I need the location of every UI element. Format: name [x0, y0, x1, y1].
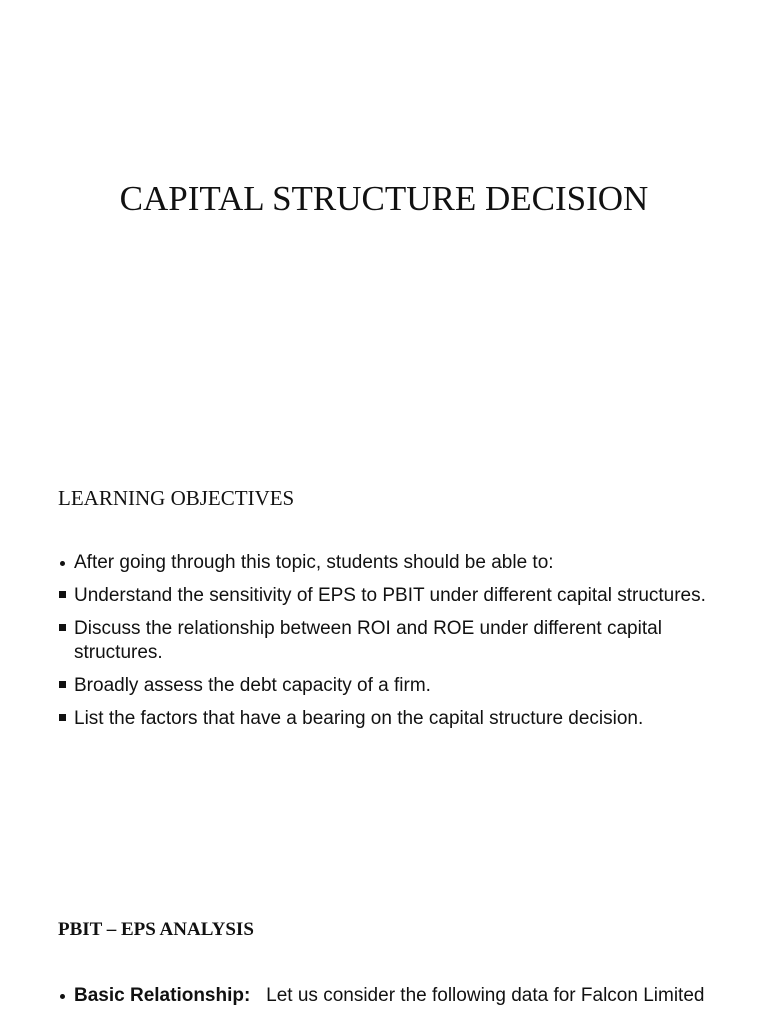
list-item: [58, 551, 718, 575]
list-item: [58, 674, 718, 698]
slide-title: CAPITAL STRUCTURE DECISION: [119, 179, 649, 218]
learning-objectives-heading: LEARNING OBJECTIVES: [58, 486, 295, 510]
pbit-eps-heading: PBIT – EPS ANALYSIS: [58, 919, 254, 940]
learning-objectives-list: [58, 551, 718, 740]
list-item: [58, 984, 718, 1008]
list-item-text: After going through this topic, students should be able to:: [74, 552, 554, 573]
list-item: [58, 707, 718, 731]
list-item-text: Understand the sensitivity of EPS to PBIT under different capital structures.: [74, 585, 706, 606]
list-item-text: Discuss the relationship between ROI and ROE under different capital structures.: [74, 618, 662, 663]
list-item-text: List the factors that have a bearing on the capital structure decision.: [74, 708, 644, 729]
list-item-text: Let us consider the following data for Falcon Limited: [250, 985, 705, 1006]
list-item-text: Broadly assess the debt capacity of a firm.: [74, 675, 431, 696]
list-item: [58, 617, 718, 665]
pbit-eps-list: [58, 984, 718, 1017]
list-item: [58, 584, 718, 608]
list-item-lead: Basic Relationship:: [74, 985, 251, 1006]
